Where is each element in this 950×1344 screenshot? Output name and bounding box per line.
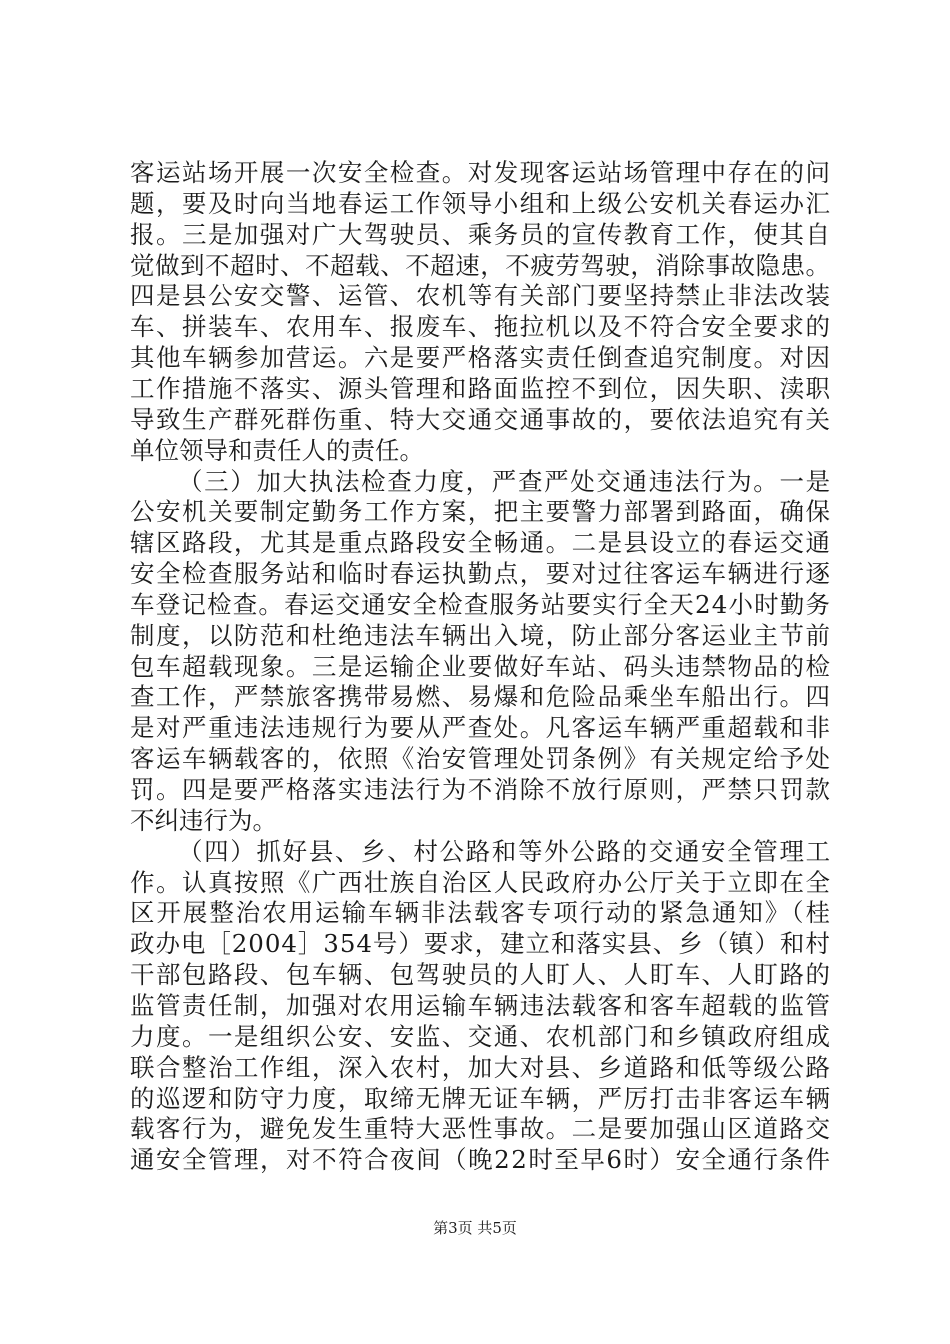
text-line: 查工作，严禁旅客携带易燃、易爆和危险品乘坐车船出行。四 xyxy=(130,682,832,711)
text-line: 车、拼装车、农用车、报废车、拖拉机以及不符合安全要求的 xyxy=(130,312,832,341)
text-line: 联合整治工作组，深入农村，加大对县、乡道路和低等级公路 xyxy=(130,1053,832,1082)
text-line: 包车超载现象。三是运输企业要做好车站、码头违禁物品的检 xyxy=(130,652,832,681)
text-line: 力度。一是组织公安、安监、交通、农机部门和乡镇政府组成 xyxy=(130,1022,832,1051)
text-line: 单位领导和责任人的责任。 xyxy=(130,436,424,465)
text-line: 报。三是加强对广大驾驶员、乘务员的宣传教育工作，使其自 xyxy=(130,220,832,249)
text-line: 工作措施不落实、源头管理和路面监控不到位，因失职、渎职 xyxy=(130,374,832,403)
text-line: 客运车辆载客的，依照《治安管理处罚条例》有关规定给予处 xyxy=(130,744,832,773)
text-line: 的巡逻和防守力度，取缔无牌无证车辆，严厉打击非客运车辆 xyxy=(130,1084,832,1113)
text-line: 安全检查服务站和临时春运执勤点，要对过往客运车辆进行逐 xyxy=(130,559,832,588)
text-line: 题，要及时向当地春运工作领导小组和上级公安机关春运办汇 xyxy=(130,189,832,218)
text-line: 其他车辆参加营运。六是要严格落实责任倒查追究制度。对因 xyxy=(130,343,832,372)
text-line: （三）加大执法检查力度，严查严处交通违法行为。一是 xyxy=(178,467,832,496)
text-line: 不纠违行为。 xyxy=(130,806,277,835)
text-line: 导致生产群死群伤重、特大交通交通事故的，要依法追究有关 xyxy=(130,405,832,434)
text-line: 公安机关要制定勤务工作方案，把主要警力部署到路面，确保 xyxy=(130,497,832,526)
page-footer: 第3页 共5页 xyxy=(433,1219,517,1237)
text-line: 罚。四是要严格落实违法行为不消除不放行原则，严禁只罚款 xyxy=(130,775,832,804)
text-line: 觉做到不超时、不超载、不超速，不疲劳驾驶，消除事故隐患。 xyxy=(130,251,831,280)
text-line: （四）抓好县、乡、村公路和等外公路的交通安全管理工 xyxy=(178,837,832,866)
text-line: 车登记检查。春运交通安全检查服务站要实行全天24小时勤务 xyxy=(130,590,832,619)
text-line: 四是县公安交警、运管、农机等有关部门要坚持禁止非法改装 xyxy=(130,281,832,310)
text-line: 区开展整治农用运输车辆非法载客专项行动的紧急通知》（桂 xyxy=(130,898,832,927)
text-line: 是对严重违法违规行为要从严查处。凡客运车辆严重超载和非 xyxy=(130,713,832,742)
text-line: 监管责任制，加强对农用运输车辆违法载客和客车超载的监管 xyxy=(130,991,832,1020)
text-line: 干部包路段、包车辆、包驾驶员的人盯人、人盯车、人盯路的 xyxy=(130,960,832,989)
text-line: 客运站场开展一次安全检查。对发现客运站场管理中存在的问 xyxy=(130,158,832,187)
text-line: 政办电［2004］354号）要求，建立和落实县、乡（镇）和村 xyxy=(130,929,831,958)
text-line: 制度，以防范和杜绝违法车辆出入境，防止部分客运业主节前 xyxy=(130,621,832,650)
text-line: 作。认真按照《广西壮族自治区人民政府办公厅关于立即在全 xyxy=(130,868,832,897)
text-line: 通安全管理，对不符合夜间（晚22时至早6时）安全通行条件 xyxy=(130,1145,832,1174)
text-line: 载客行为，避免发生重特大恶性事故。二是要加强山区道路交 xyxy=(130,1114,832,1143)
text-line: 辖区路段，尤其是重点路段安全畅通。二是县设立的春运交通 xyxy=(130,528,832,557)
